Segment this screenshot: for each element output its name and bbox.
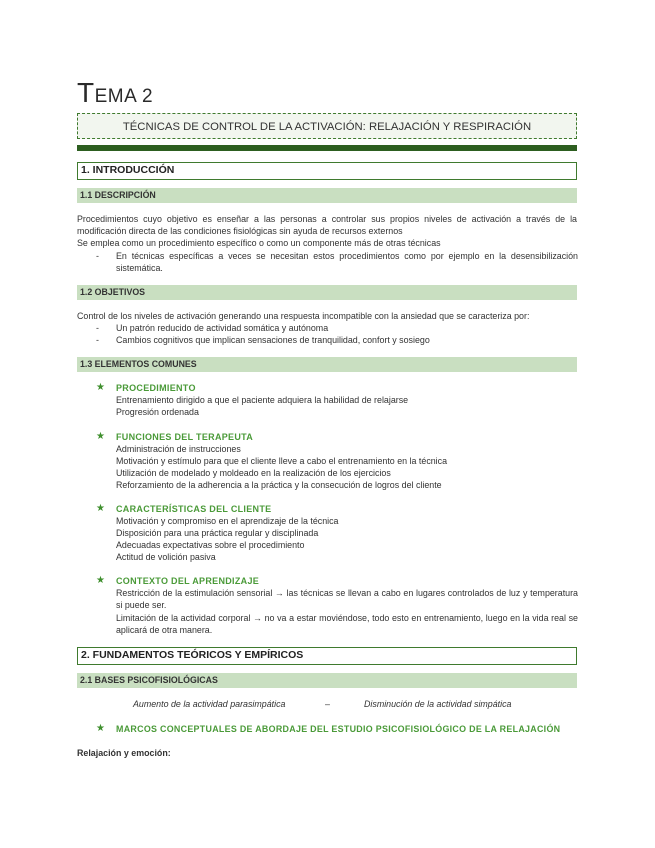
subsection-heading-elementos-comunes: 1.3 ELEMENTOS COMUNES (77, 357, 577, 372)
funciones-line-1: Administración de instrucciones (116, 444, 241, 454)
caracteristicas-line-2: Disposición para una práctica regular y disciplinada (116, 528, 319, 538)
descripcion-paragraph-2: Se emplea como un procedimiento específico o como un componente más de otras técnicas (77, 238, 441, 248)
subsection-heading-descripcion: 1.1 DESCRIPCIÓN (77, 188, 577, 203)
relajacion-emocion-label: Relajación y emoción: (77, 748, 171, 758)
star-icon: ★ (96, 503, 105, 514)
contexto-line-1: Restricción de la estimulación sensorial → las técnicas se llevan a cabo en lugares controlados de luz y temperatura si puede ser. (116, 588, 578, 610)
subtitle-box: TÉCNICAS DE CONTROL DE LA ACTIVACIÓN: RELAJACIÓN Y RESPIRACIÓN (77, 113, 577, 139)
page-title (77, 76, 153, 114)
dash-bullet: - (96, 251, 99, 261)
contexto-heading: CONTEXTO DEL APRENDIZAJE (116, 576, 260, 586)
procedimiento-line-2: Progresión ordenada (116, 407, 199, 417)
caracteristicas-line-4: Actitud de volición pasiva (116, 552, 216, 562)
caracteristicas-line-1: Motivación y compromiso en el aprendizaje de la técnica (116, 516, 339, 526)
marcos-heading: MARCOS CONCEPTUALES DE ABORDAJE DEL ESTUDIO PSICOFISIOLÓGICO DE LA RELAJACIÓN (116, 724, 561, 734)
aumento-parasimpatica: Aumento de la actividad parasimpática (133, 699, 286, 709)
section-heading-introduccion: 1. INTRODUCCIÓN (77, 162, 577, 180)
star-icon: ★ (96, 431, 105, 442)
title-rule (77, 145, 577, 151)
objetivos-bullet-1: Un patrón reducido de actividad somática y autónoma (116, 323, 329, 333)
contexto-line-2: Limitación de la actividad corporal → no va a estar moviéndose, todo esto en entrenamiento, luego en la vida real se aplicará de otra manera. (116, 613, 578, 635)
star-icon: ★ (96, 382, 105, 393)
funciones-line-2: Motivación y estímulo para que el cliente lleve a cabo el entrenamiento en la técnica (116, 456, 448, 466)
funciones-line-3: Utilización de modelado y moldeado en la realización de los ejercicios (116, 468, 391, 478)
descripcion-paragraph-1: Procedimientos cuyo objetivo es enseñar a las personas a controlar sus propios niveles de activación a través de la modificación directa de las condiciones fisiológicas sin ayuda de recursos externos (77, 214, 577, 236)
caracteristicas-heading: CARACTERÍSTICAS DEL CLIENTE (116, 504, 272, 514)
dash-bullet: - (96, 323, 99, 333)
title-initial: T (77, 77, 95, 108)
section-heading-fundamentos: 2. FUNDAMENTOS TEÓRICOS Y EMPÍRICOS (77, 647, 577, 665)
title-rest: EMA 2 (94, 86, 154, 107)
dash-separator: – (325, 699, 330, 709)
objetivos-bullet-2: Cambios cognitivos que implican sensaciones de tranquilidad, confort y sosiego (116, 335, 430, 345)
procedimiento-line-1: Entrenamiento dirigido a que el paciente adquiera la habilidad de relajarse (116, 395, 409, 405)
objetivos-paragraph: Control de los niveles de activación generando una respuesta incompatible con la ansiedad que se caracteriza por: (77, 311, 530, 321)
dash-bullet: - (96, 335, 99, 345)
procedimiento-heading: PROCEDIMIENTO (116, 383, 196, 393)
descripcion-bullet-1: En técnicas específicas a veces se necesitan estos procedimientos como por ejemplo en la desensibilización sistemática. (116, 251, 578, 273)
star-icon: ★ (96, 575, 105, 586)
star-icon: ★ (96, 723, 105, 734)
caracteristicas-line-3: Adecuadas expectativas sobre el procedimiento (116, 540, 305, 550)
subsection-heading-objetivos: 1.2 OBJETIVOS (77, 285, 577, 300)
funciones-heading: FUNCIONES DEL TERAPEUTA (116, 432, 254, 442)
subsection-heading-bases: 2.1 BASES PSICOFISIOLÓGICAS (77, 673, 577, 688)
disminucion-simpatica: Disminución de la actividad simpática (364, 699, 512, 709)
funciones-line-4: Reforzamiento de la adherencia a la práctica y la consecución de logros del cliente (116, 480, 442, 490)
